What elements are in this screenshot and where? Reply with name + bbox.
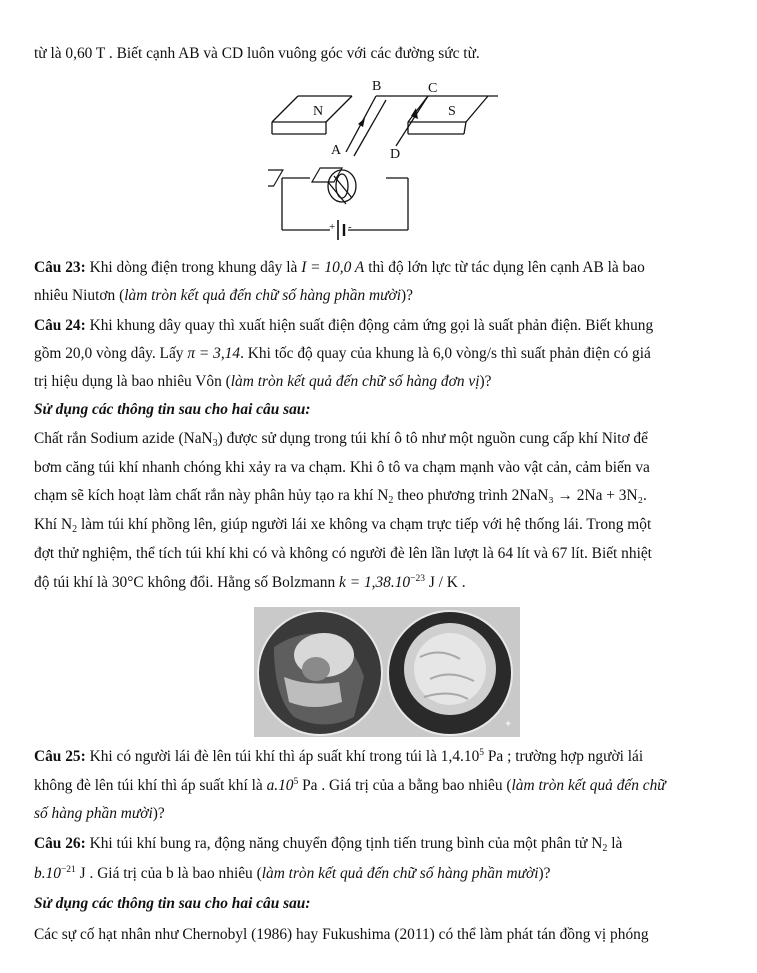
para-text4a: Khí [34, 516, 58, 533]
label-S: S [448, 104, 456, 119]
para-k-exp: −23 [410, 574, 425, 584]
para-line5: đợt thử nghiệm, thể tích túi khí khi có và không có người đè lên lần lượt là 64 lít và 67 lít. Biết nhiệt [34, 545, 652, 562]
para-text1b: ) được sử dụng trong túi khí ô tô như một nguồn cung cấp khí Nitơ để [217, 430, 648, 447]
q26-line2 [34, 864, 735, 884]
para-equation: 2NaN₃ → 2Na + 3N₂ [511, 487, 643, 504]
q23-note: làm tròn kết quả đến chữ số hàng phần mười [124, 287, 402, 304]
para-text6a: độ túi khí là [34, 574, 108, 591]
q24-text1: Khi khung dây quay thì xuất hiện suất điện động cảm ứng gọi là suất phản điện. Biết khung [89, 317, 654, 334]
para-n2b: N [60, 516, 73, 533]
para-text4b: làm túi khí phồng lên, giúp người lái xe không va chạm trực tiếp với hệ thống lái. Trong một [80, 516, 652, 533]
para-text3b: theo phương trình [397, 487, 508, 504]
q26-label: Câu 26: [34, 835, 86, 852]
label-D: D [390, 147, 401, 162]
q23-current: I = 10,0 A [301, 259, 365, 276]
q25-note2: số hàng phần mười [34, 805, 153, 822]
q25-text2a: không đè lên túi khí thì áp suất khí là [34, 777, 263, 794]
q25-val2: a.10 [266, 777, 294, 794]
para-chem-sub: 3 [212, 438, 218, 449]
q24-text3b: )? [479, 373, 492, 390]
section-header-1: Sử dụng các thông tin sau cho hai câu sau: [34, 401, 311, 418]
q24-pi: π = 3,14 [187, 345, 241, 362]
q26-text1b: là [611, 835, 623, 852]
q25-text2b: Pa . Giá trị của a bằng bao nhiêu ( [302, 777, 512, 794]
label-plus: + [329, 221, 336, 233]
q24-note: làm tròn kết quả đến chữ số hàng đơn vị [230, 373, 480, 390]
label-A: A [331, 143, 342, 158]
q25-exp2: 5 [293, 777, 299, 787]
intro-line: từ là 0,60 T . Biết cạnh AB và CD luôn vuông góc với các đường sức từ. [34, 45, 480, 62]
para-line4 [34, 515, 735, 535]
q25-text3b: )? [152, 805, 165, 822]
q25-text1b: Pa ; trường hợp người lái [487, 748, 644, 765]
q25-line1 [34, 747, 735, 767]
q24-text2b: . Khi tốc độ quay của khung là 6,0 vòng/s thì suất phản điện có giá [240, 345, 651, 362]
para-text6b: không đổi. Hằng số Bolzmann [147, 574, 336, 591]
q23-text2: thì độ lớn lực từ tác dụng lên cạnh AB là bao [368, 259, 645, 276]
q26-text2a: J . Giá trị của b là bao nhiêu ( [79, 865, 262, 882]
q26-line1 [34, 834, 735, 854]
q26-n2: N [591, 835, 603, 852]
label-C: C [428, 81, 438, 96]
para-text1a: Chất rắn Sodium azide ( [34, 430, 184, 447]
para-line3: chạm sẽ kích hoạt làm chất rắn này phân hủy tạo ra khí $N_2$ theo phương trình 2NaN₃ → 2Na + 3N₂. [34, 487, 647, 506]
para-k: k = 1,38.10 [339, 574, 411, 591]
q25-line2 [34, 776, 735, 796]
para-n2b-sub: 2 [72, 524, 78, 535]
q26-exp: −21 [60, 865, 76, 875]
q25-line3 [34, 804, 735, 824]
para-text3a: chạm sẽ kích hoạt làm chất rắn này phân hủy tạo ra khí [34, 487, 374, 504]
q23-label: Câu 23: [34, 259, 86, 276]
q23-line1 [34, 258, 735, 278]
q24-line3 [34, 372, 735, 392]
q25-label: Câu 25: [34, 748, 86, 765]
q23-line2 [34, 286, 735, 306]
airbag-photos [254, 607, 520, 737]
q25-note1: làm tròn kết quả đến chữ [511, 777, 666, 794]
motor-diagram [268, 78, 500, 248]
para-line1 [34, 429, 735, 449]
q24-text3a: trị hiệu dụng là bao nhiêu Vôn ( [34, 373, 231, 390]
label-minus: - [348, 221, 352, 233]
q23-text4: )? [401, 287, 413, 304]
q24-text2a: gồm 20,0 vòng dây. Lấy [34, 345, 184, 362]
para-chem: NaN [183, 430, 213, 447]
label-B: B [372, 79, 382, 94]
q26-note: làm tròn kết quả đến chữ số hàng phần mười [261, 865, 539, 882]
q23-text3: nhiêu Niutơn ( [34, 287, 125, 304]
label-N: N [313, 104, 324, 119]
q24-line2 [34, 344, 735, 364]
svg-text:✦: ✦ [504, 719, 513, 730]
para-k-unit: J / K . [428, 574, 466, 591]
q26-val: b.10 [34, 865, 61, 882]
para-line6 [34, 573, 735, 593]
q26-text1a: Khi túi khí bung ra, động năng chuyển động tịnh tiến trung bình của một phân tử [89, 835, 588, 852]
q23-text1: Khi dòng điện trong khung dây là [89, 259, 298, 276]
para-n2: N [377, 487, 389, 504]
para-line2: bơm căng túi khí nhanh chóng khi xảy ra va chạm. Khi ô tô va chạm mạnh vào vật cản, cảm biến va [34, 459, 650, 476]
para-temp: 30°C [111, 574, 144, 591]
q26-text2b: )? [538, 865, 551, 882]
para-n2-sub: 2 [388, 495, 394, 506]
q24-line1 [34, 316, 735, 336]
last-line: Các sự cố hạt nhân như Chernobyl (1986) hay Fukushima (2011) có thể làm phát tán đồng vị phóng [34, 926, 649, 943]
q26-n2-sub: 2 [602, 843, 608, 854]
section-header-2: Sử dụng các thông tin sau cho hai câu sau: [34, 895, 311, 912]
q25-text1a: Khi có người lái đè lên túi khí thì áp suất khí trong túi là [89, 748, 437, 765]
q24-label: Câu 24: [34, 317, 86, 334]
q25-exp1: 5 [479, 748, 485, 758]
q25-val1: 1,4.10 [440, 748, 480, 765]
